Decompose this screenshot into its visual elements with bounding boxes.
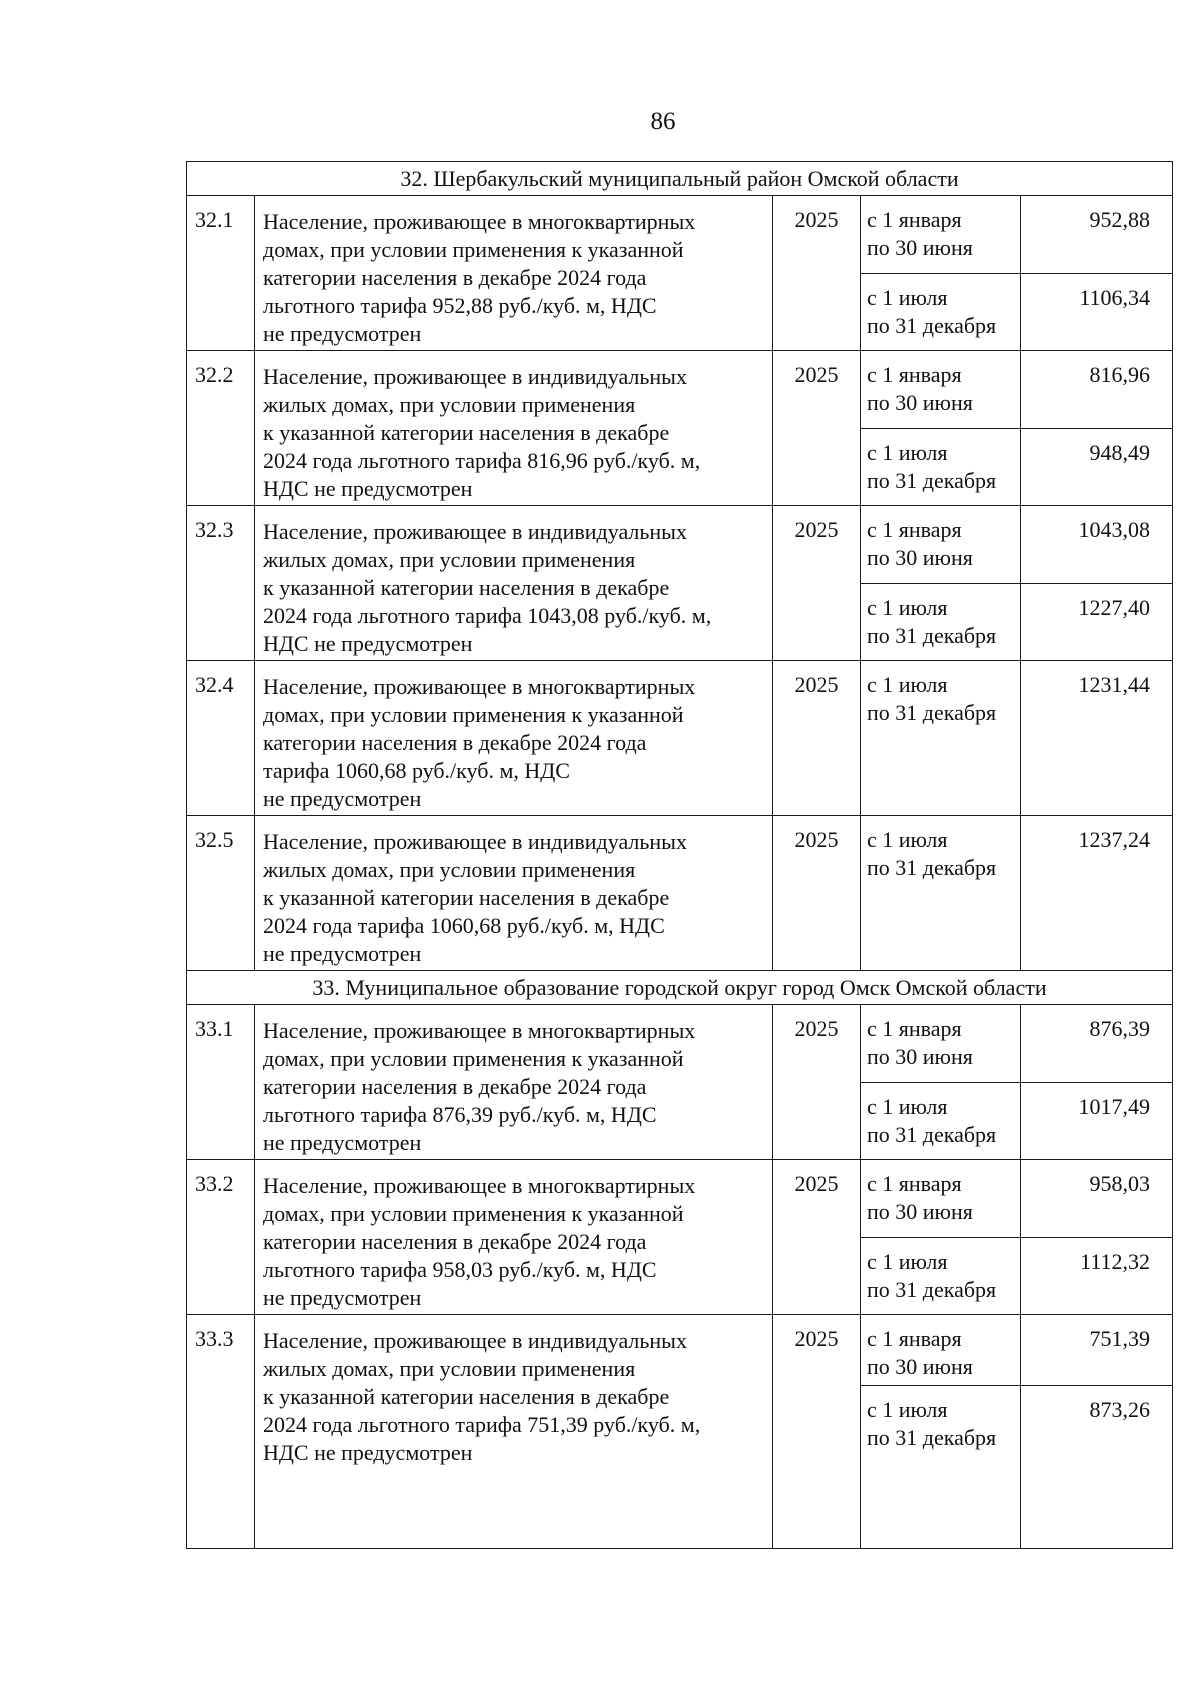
period-cell (861, 196, 1021, 274)
period-from: с 1 июля (867, 827, 948, 852)
description-line: домах, при условии применения к указанной (263, 237, 684, 262)
period-to: по 31 декабря (867, 622, 997, 648)
description-line: Население, проживающее в многоквартирных (263, 1173, 696, 1198)
row-year: 2025 (773, 506, 861, 661)
period-cell (861, 661, 1021, 816)
row-description (255, 1315, 773, 1549)
period-from: с 1 июля (867, 1093, 948, 1119)
period-to: по 31 декабря (867, 1425, 997, 1450)
row-description (255, 196, 773, 351)
description-line: категории населения в декабре 2024 года (263, 1074, 647, 1099)
description-line: к указанной категории населения в декабре (263, 1384, 670, 1409)
period-cell (861, 1237, 1021, 1315)
description-line: не предусмотрен (263, 786, 422, 811)
period-to: по 31 декабря (867, 1276, 997, 1302)
tariff-value: 958,03 (1021, 1160, 1173, 1238)
description-line: жилых домах, при условии применения (263, 392, 636, 417)
period-to: по 30 июня (867, 1199, 973, 1224)
period-from: с 1 января (867, 1171, 962, 1196)
description-line: к указанной категории населения в декабре (263, 575, 670, 600)
section-title: 32. Шербакульский муниципальный район Омской области (187, 162, 1173, 196)
row-year: 2025 (773, 816, 861, 971)
description-line: Население, проживающее в многоквартирных (263, 674, 696, 699)
table-row (187, 816, 1173, 971)
description-line: домах, при условии применения к указанной (263, 702, 684, 727)
tariff-value: 952,88 (1021, 196, 1173, 274)
period-cell (861, 1315, 1021, 1386)
section-header-row (187, 162, 1173, 196)
period-from: с 1 января (867, 207, 962, 232)
tariff-value: 751,39 (1021, 1315, 1173, 1386)
description-line: жилых домах, при условии применения (263, 857, 636, 882)
tariff-value: 1043,08 (1021, 506, 1173, 584)
tariff-value: 816,96 (1021, 351, 1173, 429)
description-line: 2024 года тарифа 1060,68 руб./куб. м, НДС (263, 913, 665, 938)
period-cell (861, 1386, 1021, 1549)
period-from: с 1 июля (867, 439, 948, 465)
description-line: льготного тарифа 958,03 руб./куб. м, НДС (263, 1257, 657, 1282)
period-from: с 1 июля (867, 672, 948, 697)
period-to: по 31 декабря (867, 312, 997, 338)
section-header-row (187, 971, 1173, 1005)
table-row (187, 1160, 1173, 1238)
description-line: тарифа 1060,68 руб./куб. м, НДС (263, 758, 570, 783)
period-from: с 1 июля (867, 594, 948, 620)
description-line: Население, проживающее в индивидуальных (263, 364, 687, 389)
table-row (187, 661, 1173, 816)
row-year: 2025 (773, 661, 861, 816)
tariff-value: 948,49 (1021, 428, 1173, 506)
row-number: 32.1 (187, 196, 255, 351)
description-line: 2024 года льготного тарифа 816,96 руб./куб. м, (263, 448, 701, 473)
tariff-table (186, 161, 1173, 1549)
row-number: 33.3 (187, 1315, 255, 1549)
tariff-value: 873,26 (1021, 1386, 1173, 1549)
tariff-value: 876,39 (1021, 1005, 1173, 1083)
period-cell (861, 351, 1021, 429)
row-description (255, 661, 773, 816)
description-line: льготного тарифа 952,88 руб./куб. м, НДС (263, 293, 657, 318)
row-number: 32.5 (187, 816, 255, 971)
period-from: с 1 января (867, 517, 962, 542)
description-line: не предусмотрен (263, 941, 422, 966)
period-to: по 31 декабря (867, 1121, 997, 1147)
description-line: 2024 года льготного тарифа 751,39 руб./куб. м, (263, 1412, 701, 1437)
description-line: категории населения в декабре 2024 года (263, 265, 647, 290)
description-line: не предусмотрен (263, 1285, 422, 1310)
description-line: 2024 года льготного тарифа 1043,08 руб./куб. м, (263, 603, 712, 628)
period-from: с 1 июля (867, 1248, 948, 1274)
period-from: с 1 июля (867, 1397, 948, 1422)
description-line: не предусмотрен (263, 321, 422, 346)
tariff-value: 1112,32 (1021, 1237, 1173, 1315)
tariff-value: 1017,49 (1021, 1082, 1173, 1160)
table-row (187, 1005, 1173, 1083)
row-description (255, 1160, 773, 1315)
period-to: по 31 декабря (867, 467, 997, 493)
description-line: жилых домах, при условии применения (263, 1356, 636, 1381)
tariff-value: 1106,34 (1021, 273, 1173, 351)
description-line: НДС не предусмотрен (263, 631, 473, 656)
period-cell (861, 816, 1021, 971)
period-cell (861, 506, 1021, 584)
description-line: не предусмотрен (263, 1130, 422, 1155)
description-line: НДС не предусмотрен (263, 476, 473, 501)
period-cell (861, 1005, 1021, 1083)
row-description (255, 506, 773, 661)
row-number: 32.4 (187, 661, 255, 816)
description-line: домах, при условии применения к указанной (263, 1201, 684, 1226)
row-year: 2025 (773, 1315, 861, 1549)
row-description (255, 1005, 773, 1160)
description-line: НДС не предусмотрен (263, 1440, 473, 1465)
table-row (187, 1315, 1173, 1386)
row-number: 33.2 (187, 1160, 255, 1315)
row-description (255, 351, 773, 506)
description-line: Население, проживающее в многоквартирных (263, 209, 696, 234)
table-row (187, 506, 1173, 584)
row-number: 32.2 (187, 351, 255, 506)
tariff-value: 1227,40 (1021, 583, 1173, 661)
period-to: по 31 декабря (867, 855, 997, 880)
row-year: 2025 (773, 196, 861, 351)
period-from: с 1 января (867, 1326, 962, 1351)
description-line: к указанной категории населения в декабре (263, 420, 670, 445)
period-cell (861, 583, 1021, 661)
period-to: по 30 июня (867, 235, 973, 260)
row-description (255, 816, 773, 971)
description-line: жилых домах, при условии применения (263, 547, 636, 572)
tariff-value: 1231,44 (1021, 661, 1173, 816)
description-line: домах, при условии применения к указанной (263, 1046, 684, 1071)
description-line: Население, проживающее в многоквартирных (263, 1018, 696, 1043)
page-number: 86 (650, 108, 676, 135)
description-line: категории населения в декабре 2024 года (263, 1229, 647, 1254)
period-to: по 30 июня (867, 1354, 973, 1379)
period-to: по 30 июня (867, 390, 973, 415)
table-row (187, 351, 1173, 429)
row-year: 2025 (773, 1005, 861, 1160)
period-to: по 30 июня (867, 545, 973, 570)
row-number: 33.1 (187, 1005, 255, 1160)
period-cell (861, 428, 1021, 506)
period-to: по 30 июня (867, 1044, 973, 1069)
row-year: 2025 (773, 351, 861, 506)
period-cell (861, 1082, 1021, 1160)
description-line: Население, проживающее в индивидуальных (263, 1328, 687, 1353)
description-line: льготного тарифа 876,39 руб./куб. м, НДС (263, 1102, 657, 1127)
period-from: с 1 января (867, 1016, 962, 1041)
period-to: по 31 декабря (867, 700, 997, 725)
description-line: Население, проживающее в индивидуальных (263, 519, 687, 544)
period-from: с 1 января (867, 362, 962, 387)
period-cell (861, 273, 1021, 351)
description-line: к указанной категории населения в декабре (263, 885, 670, 910)
period-from: с 1 июля (867, 284, 948, 310)
description-line: Население, проживающее в индивидуальных (263, 829, 687, 854)
table-row (187, 196, 1173, 274)
tariff-table-body (187, 162, 1173, 1549)
section-title: 33. Муниципальное образование городской округ город Омск Омской области (187, 971, 1173, 1005)
period-cell (861, 1160, 1021, 1238)
tariff-value: 1237,24 (1021, 816, 1173, 971)
description-line: категории населения в декабре 2024 года (263, 730, 647, 755)
row-number: 32.3 (187, 506, 255, 661)
row-year: 2025 (773, 1160, 861, 1315)
